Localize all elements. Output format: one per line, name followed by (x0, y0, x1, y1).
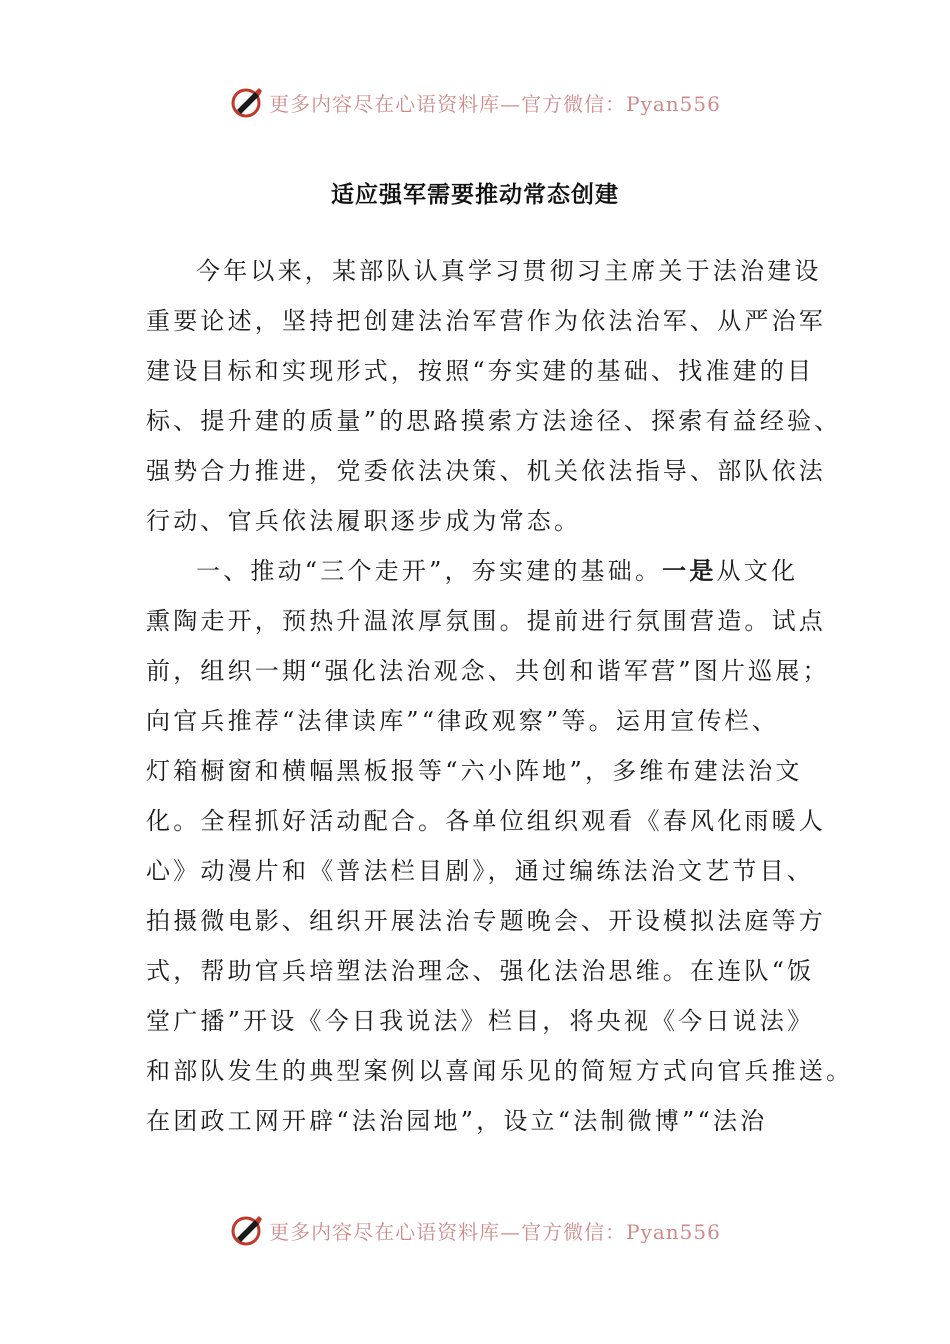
section-heading: 一、推动“三个走开”，夯实建的基础。 (196, 557, 663, 585)
body-line: 向官兵推荐“法律读库”“律政观察”等。运用宣传栏、 (146, 707, 780, 735)
body-line-tail: 从文化 (716, 557, 799, 585)
body-line: 式，帮助官兵培塑法治理念、强化法治思维。在连队“饭 (146, 957, 815, 985)
body-line: 堂广播”开设《今日我说法》栏目，将央视《今日说法》 (146, 1007, 815, 1035)
pen-swirl-logo-icon (229, 84, 265, 120)
banner-text: 更多内容尽在心语资料库—官方微信：Pyan556 (269, 1219, 721, 1244)
body-line: 灯箱橱窗和横幅黑板报等“六小阵地”，多维布建法治文 (146, 757, 803, 785)
body-line: 今年以来，某部队认真学习贯彻习主席关于法治建设 (196, 257, 822, 285)
body-line: 心》动漫片和《普法栏目剧》，通过编练法治文艺节目、 (146, 857, 814, 885)
body-line: 在团政工网开辟“法治园地”，设立“法制微博”“法治 (146, 1107, 768, 1135)
section-heading-line (146, 546, 806, 596)
banner-text: 更多内容尽在心语资料库—官方微信：Pyan556 (269, 91, 721, 116)
body-line: 前，组织一期“强化法治观念、共创和谐军营”图片巡展； (146, 657, 830, 685)
footer-banner (0, 1208, 950, 1252)
body-line: 建设目标和实现形式，按照“夯实建的基础、找准建的目 (146, 357, 815, 385)
header-banner (0, 80, 950, 124)
body-line: 熏陶走开，预热升温浓厚氛围。提前进行氛围营造。试点 (146, 607, 826, 635)
document-body (146, 246, 854, 1146)
body-line: 拍摄微电影、组织开展法治专题晚会、开设模拟法庭等方 (146, 907, 826, 935)
first-point-marker: 一是 (662, 556, 717, 585)
document-title: 适应强军需要推动常态创建 (331, 182, 619, 208)
pen-swirl-logo-icon (229, 1212, 265, 1248)
body-line: 强势合力推进，党委依法决策、机关依法指导、部队依法 (146, 457, 826, 485)
body-line: 行动、官兵依法履职逐步成为常态。 (146, 507, 582, 535)
body-line: 和部队发生的典型案例以喜闻乐见的简短方式向官兵推送。 (146, 1057, 854, 1085)
body-line: 标、提升建的质量”的思路摸索方法途径、探索有益经验、 (146, 407, 842, 435)
body-line: 化。全程抓好活动配合。各单位组织观看《春风化雨暖人 (146, 807, 826, 835)
body-line: 重要论述，坚持把创建法治军营作为依法治军、从严治军 (146, 307, 826, 335)
